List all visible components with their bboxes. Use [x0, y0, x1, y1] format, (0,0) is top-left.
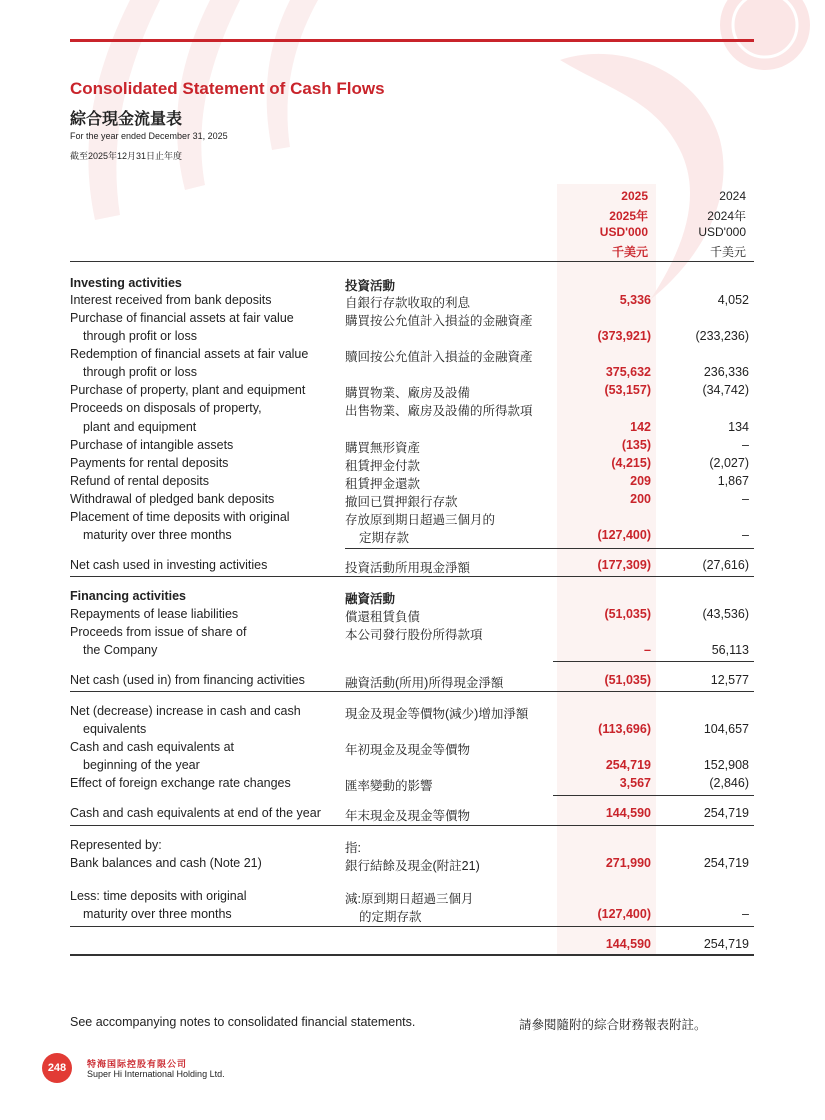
previous-year-value: 254,719: [703, 856, 749, 870]
previous-year-value: (43,536): [702, 607, 749, 621]
previous-year-value: 134: [728, 420, 749, 434]
row-label-zh: 存放原到期日超過三個月的: [345, 513, 496, 527]
row-label-zh: 租賃押金還款: [345, 477, 421, 491]
previous-year-value: (27,616): [702, 558, 749, 572]
row-label: equivalents: [83, 722, 147, 736]
current-year-value: 142: [630, 420, 651, 434]
previous-year-value: 1,867: [717, 474, 749, 488]
table-row: [0, 347, 825, 365]
table-row: [0, 492, 825, 510]
previous-year-value: 254,719: [703, 937, 749, 951]
row-label-zh: 指:: [345, 841, 361, 855]
previous-year-value: (2,846): [709, 776, 749, 790]
row-label-zh: 購買無形資產: [345, 441, 421, 455]
table-divider: [70, 926, 754, 927]
row-label: Effect of foreign exchange rate changes: [70, 776, 291, 790]
table-row: [0, 276, 825, 294]
row-label: Cash and cash equivalents at end of the year: [70, 806, 321, 820]
row-label: Proceeds on disposals of property,: [70, 401, 262, 415]
row-label: Net cash (used in) from financing activities: [70, 673, 305, 687]
row-label-zh: 贖回按公允值計入損益的金融資產: [345, 350, 533, 364]
row-label: Purchase of financial assets at fair value: [70, 311, 294, 325]
table-divider: [651, 661, 754, 662]
company-name: Super Hi International Holding Ltd.: [87, 1069, 225, 1079]
current-year-value: (373,921): [597, 329, 651, 343]
current-year-value: 3,567: [619, 776, 651, 790]
table-row: [0, 806, 825, 824]
table-row: [0, 625, 825, 643]
row-label-zh: 出售物業、廠房及設備的所得款項: [345, 404, 533, 418]
current-year-value: 144,590: [605, 937, 651, 951]
current-year-value: 271,990: [605, 856, 651, 870]
table-row: [0, 456, 825, 474]
previous-year-value: 236,336: [703, 365, 749, 379]
current-year-value: 254,719: [605, 758, 651, 772]
previous-year-value: 4,052: [717, 293, 749, 307]
row-label-zh: 銀行結餘及現金(附註21): [345, 859, 480, 873]
table-row: [0, 558, 825, 576]
row-label: maturity over three months: [83, 907, 232, 921]
previous-year-value: –: [742, 907, 749, 921]
previous-year-value: 254,719: [703, 806, 749, 820]
row-label-zh: 自銀行存款收取的利息: [345, 296, 471, 310]
row-label: Repayments of lease liabilities: [70, 607, 239, 621]
row-label: plant and equipment: [83, 420, 197, 434]
previous-year-value: –: [742, 492, 749, 506]
table-divider: [70, 825, 754, 826]
row-label: Investing activities: [70, 276, 182, 290]
table-row: [0, 673, 825, 691]
previous-year-value: (2,027): [709, 456, 749, 470]
footnote: See accompanying notes to consolidated financial statements.: [70, 1015, 416, 1029]
table-divider: [553, 795, 654, 796]
table-divider: [553, 661, 654, 662]
row-label-zh: 匯率變動的影響: [345, 779, 433, 793]
row-label-zh: 購買物業、廠房及設備: [345, 386, 471, 400]
current-year-value: (53,157): [604, 383, 651, 397]
row-label-zh: 現金及現金等價物(減少)增加淨額: [345, 707, 529, 721]
table-row: [0, 528, 825, 546]
table-row: [0, 722, 825, 740]
row-label-zh: 減:原到期日超過三個月: [345, 892, 474, 906]
table-divider: [70, 691, 754, 692]
table-row: [0, 704, 825, 722]
company-name-zh: 特海国际控股有限公司: [87, 1059, 188, 1069]
header-divider: [70, 261, 754, 262]
current-year-value: (177,309): [597, 558, 651, 572]
previous-year-value: 104,657: [703, 722, 749, 736]
row-label: through profit or loss: [83, 329, 197, 343]
previous-year-header-zh: 2024年: [707, 209, 746, 223]
table-row: [0, 383, 825, 401]
table-row: [0, 401, 825, 419]
row-label: Redemption of financial assets at fair value: [70, 347, 309, 361]
row-label-zh: 定期存款: [359, 531, 410, 545]
table-divider: [70, 954, 754, 956]
row-label: Proceeds from issue of share of: [70, 625, 247, 639]
table-row: [0, 607, 825, 625]
table-row: [0, 510, 825, 528]
row-label-zh: 的定期存款: [359, 910, 422, 924]
previous-year-value: 56,113: [711, 643, 749, 657]
current-year-value: (127,400): [597, 528, 651, 542]
row-label-zh: 撤回已質押銀行存款: [345, 495, 458, 509]
row-label-zh: 年初現金及現金等價物: [345, 743, 471, 757]
footnote-zh: 請參閱隨附的綜合財務報表附註。: [519, 1018, 707, 1032]
row-label-zh: 融資活動(所用)所得現金淨額: [345, 676, 504, 690]
row-label: Financing activities: [70, 589, 187, 603]
table-row: [0, 937, 825, 955]
row-label: maturity over three months: [83, 528, 232, 542]
row-label-zh: 投資活動所用現金淨額: [345, 561, 471, 575]
current-year-value: 144,590: [605, 806, 651, 820]
row-label: Bank balances and cash (Note 21): [70, 856, 262, 870]
top-rule: [70, 39, 754, 42]
previous-unit-header-zh: 千美元: [709, 245, 746, 259]
table-row: [0, 907, 825, 925]
current-year-value: 5,336: [619, 293, 651, 307]
row-label: Cash and cash equivalents at: [70, 740, 234, 754]
current-year-value: (51,035): [604, 673, 651, 687]
table-divider: [70, 576, 754, 577]
page-number: 248: [42, 1053, 72, 1083]
previous-unit-header: USD'000: [698, 225, 746, 239]
current-year-value: (51,035): [604, 607, 651, 621]
previous-year-value: (233,236): [695, 329, 749, 343]
table-divider: [651, 795, 754, 796]
current-unit-header-zh: 千美元: [611, 245, 648, 259]
current-year-value: 209: [630, 474, 651, 488]
row-label: Less: time deposits with original: [70, 889, 247, 903]
row-label: Placement of time deposits with original: [70, 510, 290, 524]
current-year-value: (127,400): [597, 907, 651, 921]
table-row: [0, 838, 825, 856]
row-label: the Company: [83, 643, 158, 657]
current-year-value: 200: [630, 492, 651, 506]
table-divider: [651, 548, 754, 549]
table-row: [0, 856, 825, 874]
previous-year-header: 2024: [719, 189, 746, 203]
table-row: [0, 293, 825, 311]
previous-year-value: 152,908: [703, 758, 749, 772]
table-row: [0, 329, 825, 347]
row-label-zh: 租賃押金付款: [345, 459, 421, 473]
row-label: Withdrawal of pledged bank deposits: [70, 492, 275, 506]
table-row: [0, 438, 825, 456]
table-row: [0, 474, 825, 492]
row-label: Purchase of intangible assets: [70, 438, 234, 452]
row-label-zh: 本公司發行股份所得款項: [345, 628, 483, 642]
table-row: [0, 365, 825, 383]
row-label: Net cash used in investing activities: [70, 558, 268, 572]
current-year-header: 2025: [621, 189, 648, 203]
row-label-zh: 償還租賃負債: [345, 610, 421, 624]
row-label-zh: 年末現金及現金等價物: [345, 809, 471, 823]
previous-year-value: (34,742): [702, 383, 749, 397]
table-row: [0, 589, 825, 607]
previous-year-value: –: [742, 438, 749, 452]
current-unit-header: USD'000: [599, 225, 648, 239]
period-subtitle: For the year ended December 31, 2025: [70, 131, 228, 141]
previous-year-value: –: [742, 528, 749, 542]
table-row: [0, 311, 825, 329]
page-title: Consolidated Statement of Cash Flows: [70, 79, 385, 98]
row-label-zh: 購買按公允值計入損益的金融資產: [345, 314, 533, 328]
row-label: Interest received from bank deposits: [70, 293, 272, 307]
table-row: [0, 643, 825, 661]
row-label: through profit or loss: [83, 365, 197, 379]
row-label: beginning of the year: [83, 758, 200, 772]
current-year-value: –: [644, 643, 651, 657]
period-subtitle-zh: 截至2025年12月31日止年度: [70, 151, 183, 161]
page-title-zh: 綜合現金流量表: [70, 111, 183, 128]
current-year-header-zh: 2025年: [609, 209, 648, 223]
row-label: Refund of rental deposits: [70, 474, 209, 488]
current-year-value: (135): [621, 438, 651, 452]
row-label-zh: 投資活動: [345, 279, 396, 293]
current-year-value: (113,696): [598, 722, 651, 736]
table-row: [0, 420, 825, 438]
table-row: [0, 758, 825, 776]
row-label: Purchase of property, plant and equipment: [70, 383, 306, 397]
decorative-swoosh-icon: [267, 0, 318, 150]
table-row: [0, 889, 825, 907]
table-divider: [345, 548, 654, 549]
current-year-value: 375,632: [605, 365, 651, 379]
row-label-zh: 融資活動: [345, 592, 396, 606]
row-label: Net (decrease) increase in cash and cash: [70, 704, 301, 718]
table-row: [0, 740, 825, 758]
row-label: Represented by:: [70, 838, 162, 852]
row-label: Payments for rental deposits: [70, 456, 229, 470]
previous-year-value: 12,577: [710, 673, 749, 687]
table-row: [0, 776, 825, 794]
current-year-value: (4,215): [611, 456, 651, 470]
